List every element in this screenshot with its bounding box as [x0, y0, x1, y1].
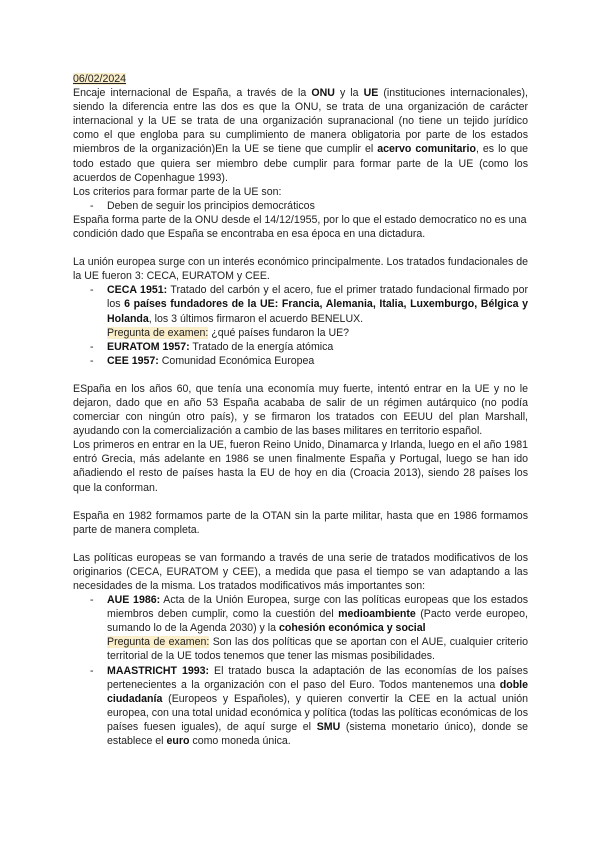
text: (Pacto verde europeo, sumando lo de la Agenda 2030) y la: [107, 608, 528, 635]
text: Comunidad Económica Europea: [158, 354, 315, 367]
text: y la: [334, 87, 364, 100]
text: Acta de la Unión Europea, surge con las políticas europeas que los estados miembros deben cumplir, como la cuestión del: [107, 594, 529, 621]
list-item-cee: [107, 354, 528, 368]
paragraph-origin: La unión europea surge con un interés económico principalmente. Los tratados fundacionales de la UE fueron 3: CECA, EURATOM y CEE.: [73, 256, 528, 283]
cee-title: CEE 1957:: [107, 354, 159, 367]
bold-cohesion: cohesión económica y social: [278, 622, 426, 635]
paragraph-otan: España en 1982 formamos parte de la OTAN sin la parte militar, hasta que en 1986 formamos parte de manera completa.: [73, 509, 528, 536]
text: como moneda única.: [189, 735, 291, 748]
list-item: - Deben de seguir los principios democráticos: [107, 199, 528, 213]
paragraph-members: Los primeros en entrar en la UE, fueron Reino Unido, Dinamarca y Irlanda, luego en el año 1981 entró Grecia, más adelante en 1986 se unen finalmente España y Portugal, luego se han ido añadiendo el resto de países hasta la EU de hoy en dia (Croacia 2013), siendo 28 países los que la conforman.: [73, 439, 528, 494]
document-page: [73, 72, 528, 748]
text: Encaje internacional de España, a través de la: [73, 87, 312, 100]
text: (Europeos y Españoles), y quieren convertir la CEE en la actual unión europea, con una total unidad económica y política (todas las políticas económicas de los países fuesen iguales), de aquí surge el: [107, 692, 528, 733]
bold-onu: ONU: [311, 87, 335, 100]
bold-founders: 6 países fundadores de la UE: Francia, Alemania, Italia, Luxemburgo, Bélgica y Holanda: [107, 298, 528, 325]
bold-euro: euro: [166, 735, 190, 748]
exam-highlight: Pregunta de examen:: [107, 636, 210, 649]
text: ¿qué países fundaron la UE?: [208, 326, 350, 339]
euratom-title: EURATOM 1957:: [107, 340, 190, 353]
list-item-euratom: [107, 340, 528, 354]
list-item-maastricht: [107, 664, 528, 749]
paragraph-intro: [73, 86, 528, 185]
bold-acervo: acervo comunitario: [377, 143, 476, 156]
text: (sistema monetario único), donde se establece el: [107, 720, 529, 748]
text: , es lo que todo estado que quiera ser miembro debe cumplir para formar parte de la UE (como los acuerdos de Copenhague 1993).: [73, 143, 528, 184]
date: [73, 72, 528, 86]
ceca-title: CECA 1951:: [107, 284, 168, 297]
exam-highlight: Pregunta de examen:: [107, 326, 209, 339]
aue-title: AUE 1986:: [107, 594, 161, 607]
paragraph-policies: Las políticas europeas se van formando a través de una serie de tratados modificativos de los originarios (CECA, EURATOM y CEE), a medida que pasa el tiempo se van adaptando a las necesidades de la misma. Los tratados modificativos más importantes son:: [73, 551, 528, 592]
bold-ue: UE: [363, 87, 379, 100]
criteria-list: [73, 199, 528, 213]
bold-medioambiente: medioambiente: [338, 608, 416, 621]
paragraph-sixties: ESpaña en los años 60, que tenía una economía muy fuerte, intentó entrar en la UE y no le dejaron, dado que en año 53 España acababa de salir de un régimen autárquico (no podía comerciar con ningún otro país), y se firmaron los tratados con EEUU del plan Marshall, ayudando con la comercialización a cambio de las bases militares en territorio español.: [73, 382, 528, 438]
list-item-aue: [107, 593, 528, 663]
text: (instituciones internacionales), siendo la diferencia entre las dos es que la ONU, se trata de una organización de carácter internacional y la UE se trata de una organización supranacional (no tiene un tejido jurídico como el que engloba para su cumplimiento de manera obligatoria por parte de los estados miembros de la organización)En la UE se tiene que cumplir el: [73, 87, 528, 156]
text: Son las dos políticas que se aportan con el AUE, cualquier criterio territorial de la UE todos tenemos que tener las mismas posibilidades.: [107, 636, 528, 663]
maastricht-title: MAASTRICHT 1993:: [107, 664, 210, 677]
bold-smu: SMU: [316, 720, 341, 733]
text: , los 3 últimos firmaron el acuerdo BENELUX.: [148, 312, 364, 325]
bold-doble-ciudadania: doble ciudadanía: [107, 678, 528, 705]
treaties-list: [73, 283, 528, 368]
text: El tratado busca la adaptación de las economías de los países pertenecientes a la organización con el paso del Euro. Todos mantenemos una: [107, 664, 528, 691]
paragraph-criteria-intro: Los criterios para formar parte de la UE son:: [73, 185, 282, 198]
date-text: 06/02/2024: [73, 73, 127, 85]
text: Tratado de la energía atómica: [189, 340, 334, 353]
list-item-ceca: [107, 283, 528, 339]
modifying-treaties-list: [73, 593, 528, 748]
text: Tratado del carbón y el acero, fue el primer tratado fundacional firmado por los: [107, 284, 528, 311]
paragraph-onu: España forma parte de la ONU desde el 14/12/1955, por lo que el estado democratico no es una condición dado que España se encontraba en esa época en una dictadura.: [73, 213, 527, 241]
